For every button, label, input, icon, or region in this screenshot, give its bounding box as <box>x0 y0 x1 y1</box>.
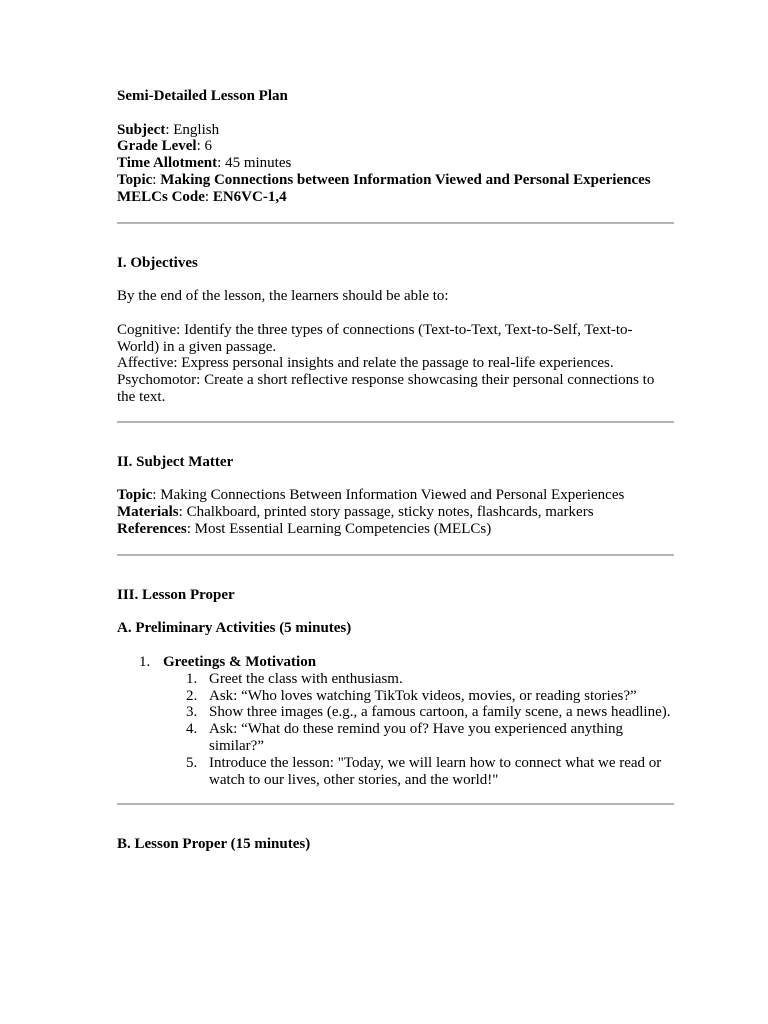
list-item <box>117 704 674 721</box>
list-number: 3. <box>186 704 198 721</box>
step-text: Greet the class with enthusiasm. <box>209 670 403 687</box>
list-item <box>117 688 674 705</box>
objectives-intro: By the end of the lesson, the learners should be able to: <box>117 288 449 305</box>
section-divider <box>117 554 674 556</box>
document-title: Semi-Detailed Lesson Plan <box>117 88 288 104</box>
subject-matter-references: References: Most Essential Learning Competencies (MELCs) <box>117 520 492 537</box>
meta-topic: Topic: Making Connections between Information Viewed and Personal Experiences <box>117 171 651 188</box>
list-item <box>117 755 674 789</box>
subject-matter-topic: Topic: Making Connections Between Information Viewed and Personal Experiences <box>117 487 625 504</box>
objectives-heading: I. Objectives <box>117 254 198 271</box>
section-divider <box>117 421 674 423</box>
lesson-proper-heading: III. Lesson Proper <box>117 586 235 603</box>
list-number: 1. <box>139 653 151 670</box>
list-number: 1. <box>186 670 198 687</box>
list-item <box>117 654 674 671</box>
section-divider <box>117 222 674 224</box>
lesson-meta <box>117 122 674 206</box>
document-body <box>117 88 674 853</box>
list-number: 4. <box>186 721 198 738</box>
section-divider <box>117 803 674 805</box>
meta-grade-level: Grade Level: 6 <box>117 138 212 155</box>
greetings-motivation-title: Greetings & Motivation <box>163 653 317 670</box>
objective-cognitive: Cognitive: Identify the three types of connections (Text-to-Text, Text-to-Self, Text-to-World) in a given passage. <box>117 321 633 355</box>
objective-psychomotor: Psychomotor: Create a short reflective response showcasing their personal connections to the text. <box>117 372 655 405</box>
lesson-proper-b-heading: B. Lesson Proper (15 minutes) <box>117 836 311 853</box>
step-text: Introduce the lesson: "Today, we will learn how to connect what we read or watch to our lives, other stories, and the world!" <box>209 754 662 788</box>
step-text: Ask: “Who loves watching TikTok videos, movies, or reading stories?” <box>209 687 637 704</box>
list-number: 2. <box>186 687 198 704</box>
step-text: Ask: “What do these remind you of? Have you experienced anything similar?” <box>209 721 624 754</box>
subject-matter-heading: II. Subject Matter <box>117 453 234 470</box>
objective-affective: Affective: Express personal insights and relate the passage to real-life experiences. <box>117 355 614 372</box>
meta-subject: Subject: English <box>117 121 220 138</box>
list-item <box>117 721 674 755</box>
greetings-steps-list <box>117 671 674 789</box>
preliminary-activities-list <box>117 654 674 671</box>
preliminary-activities-heading: A. Preliminary Activities (5 minutes) <box>117 620 352 637</box>
step-text: Show three images (e.g., a famous cartoon, a family scene, a news headline). <box>209 704 671 721</box>
meta-time-allotment: Time Allotment: 45 minutes <box>117 155 292 172</box>
list-item <box>117 671 674 688</box>
subject-matter-materials: Materials: Chalkboard, printed story passage, sticky notes, flashcards, markers <box>117 504 594 521</box>
meta-melcs-code: MELCs Code: EN6VC-1,4 <box>117 188 287 205</box>
list-number: 5. <box>186 754 198 771</box>
